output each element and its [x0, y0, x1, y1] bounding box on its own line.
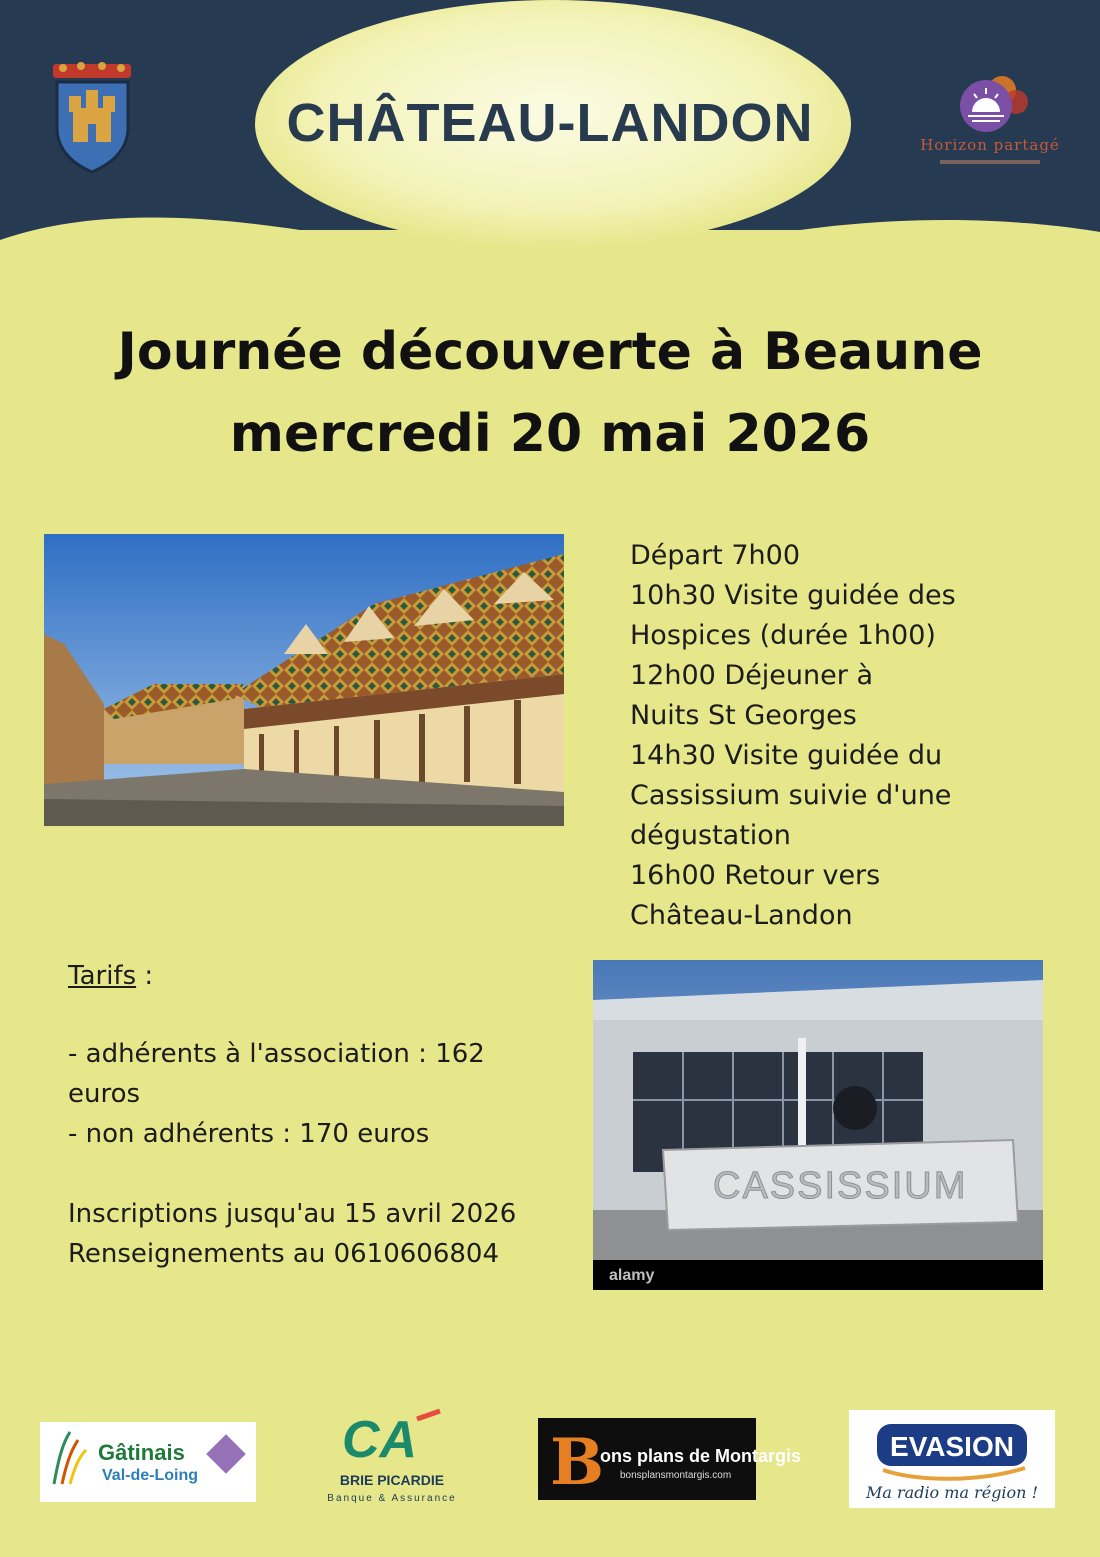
program-line: 16h00 Retour vers	[630, 860, 881, 891]
contact-phone: Renseignements au 0610606804	[68, 1239, 500, 1269]
program-line: dégustation	[630, 820, 791, 851]
gatinais-subname: Val-de-Loing	[102, 1467, 198, 1484]
gatinais-logo	[40, 1422, 256, 1502]
program-line: Nuits St Georges	[630, 700, 857, 731]
program-list	[630, 536, 1070, 936]
program-line: Hospices (durée 1h00)	[630, 620, 936, 651]
cassissium-sign-text: CASSISSIUM	[713, 1165, 968, 1207]
credit-agricole-name: BRIE PICARDIE	[339, 1472, 445, 1488]
coat-of-arms-icon	[45, 58, 140, 176]
program-line: 12h00 Déjeuner à	[630, 660, 873, 691]
bons-plans-montargis-logo	[538, 1418, 802, 1500]
program-line: Château-Landon	[630, 900, 853, 931]
partner-logo-subline	[940, 160, 1040, 164]
pricing-heading-colon: :	[136, 961, 154, 991]
evasion-slogan: Ma radio ma région !	[866, 1483, 1038, 1502]
registration-deadline: Inscriptions jusqu'au 15 avril 2026	[68, 1199, 517, 1229]
price-non-members: - non adhérents : 170 euros	[68, 1119, 430, 1149]
page-title: CHÂTEAU-LANDON	[286, 93, 814, 153]
event-date: mercredi 20 mai 2026	[229, 404, 871, 464]
gatinais-name: Gâtinais	[98, 1440, 185, 1465]
price-members: - adhérents à l'association : 162	[68, 1039, 485, 1069]
credit-agricole-mark: CA	[342, 1411, 418, 1469]
pricing-heading: Tarifs	[68, 961, 137, 991]
hospices-beaune-photo	[44, 534, 564, 826]
credit-agricole-logo	[322, 1405, 462, 1505]
pricing-section	[68, 956, 568, 1274]
partner-logo-text: Horizon partagé	[920, 136, 1060, 154]
program-line: Cassissium suivie d'une	[630, 780, 952, 811]
bonsplans-initial: B	[550, 1425, 605, 1500]
program-line: 10h30 Visite guidée des	[630, 580, 956, 611]
photo-watermark: alamy	[609, 1267, 655, 1284]
event-title: Journée découverte à Beaune	[117, 322, 983, 382]
evasion-logo	[849, 1410, 1055, 1508]
price-members-unit: euros	[68, 1079, 141, 1109]
bonsplans-name: ons plans de Montargis	[600, 1446, 802, 1466]
program-line: 14h30 Visite guidée du	[630, 740, 943, 771]
program-line: Départ 7h00	[630, 540, 801, 571]
evasion-name: EVASION	[890, 1431, 1014, 1462]
cassissium-photo	[593, 960, 1043, 1290]
credit-agricole-sub: Banque & Assurance	[327, 1493, 457, 1504]
bonsplans-url: bonsplansmontargis.com	[620, 1470, 732, 1481]
